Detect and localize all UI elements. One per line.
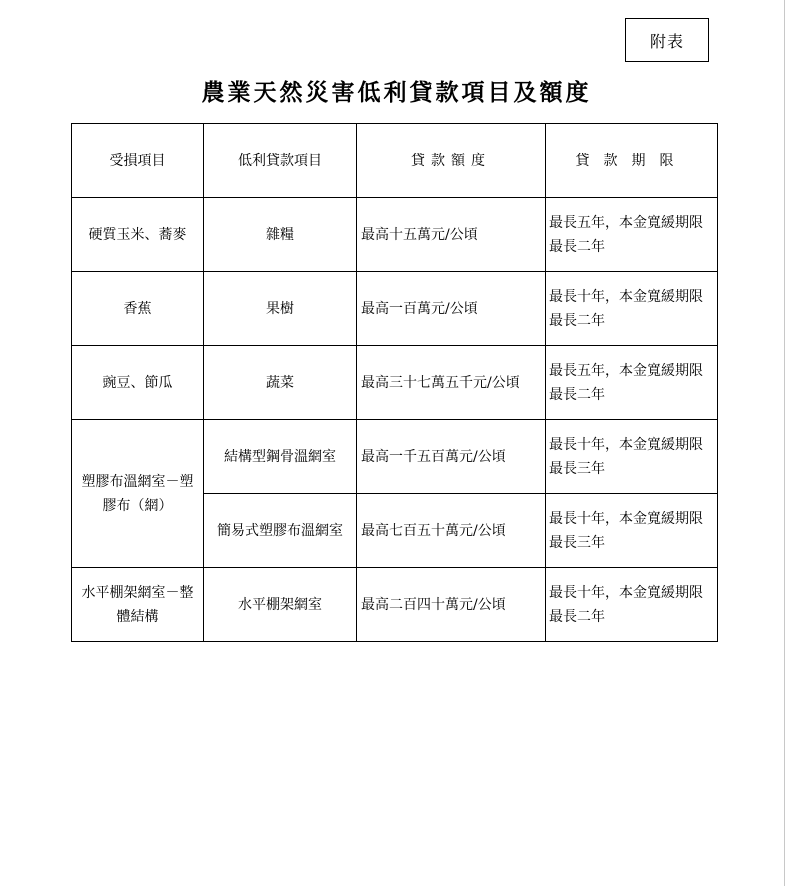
cell-loan-item: 水平棚架網室 <box>204 568 357 642</box>
cell-loan-amount: 最高一千五百萬元/公頃 <box>357 420 546 494</box>
cell-damaged-item: 水平棚架網室－整體結構 <box>72 568 204 642</box>
cell-damaged-item: 香蕉 <box>72 272 204 346</box>
header-damaged-item: 受損項目 <box>72 124 204 198</box>
cell-damaged-item: 硬質玉米、蕎麥 <box>72 198 204 272</box>
annex-label: 附表 <box>625 18 709 62</box>
cell-loan-amount: 最高七百五十萬元/公頃 <box>357 494 546 568</box>
loan-table <box>71 123 718 642</box>
cell-damaged-item: 塑膠布溫網室－塑膠布（網） <box>72 420 204 568</box>
page-edge-line <box>784 0 785 886</box>
cell-loan-term: 最長十年，本金寬緩期限最長二年 <box>546 568 718 642</box>
table-row <box>72 346 718 420</box>
table-header-row <box>72 124 718 198</box>
cell-loan-amount: 最高三十七萬五千元/公頃 <box>357 346 546 420</box>
cell-loan-item: 結構型鋼骨溫網室 <box>204 420 357 494</box>
cell-loan-item: 雜糧 <box>204 198 357 272</box>
header-loan-amount: 貸款額度 <box>357 124 546 198</box>
cell-loan-item: 果樹 <box>204 272 357 346</box>
cell-damaged-item: 豌豆、節瓜 <box>72 346 204 420</box>
table-row <box>72 272 718 346</box>
cell-loan-term: 最長五年，本金寬緩期限最長二年 <box>546 346 718 420</box>
cell-loan-amount: 最高二百四十萬元/公頃 <box>357 568 546 642</box>
cell-loan-term: 最長五年，本金寬緩期限最長二年 <box>546 198 718 272</box>
header-loan-term: 貸款期限 <box>546 124 718 198</box>
cell-loan-item: 蔬菜 <box>204 346 357 420</box>
cell-loan-term: 最長十年，本金寬緩期限最長二年 <box>546 272 718 346</box>
table-row <box>72 420 718 494</box>
cell-loan-item: 簡易式塑膠布溫網室 <box>204 494 357 568</box>
table-row <box>72 198 718 272</box>
cell-loan-term: 最長十年，本金寬緩期限最長三年 <box>546 420 718 494</box>
header-loan-item: 低利貸款項目 <box>204 124 357 198</box>
cell-loan-amount: 最高十五萬元/公頃 <box>357 198 546 272</box>
document-title: 農業天然災害低利貸款項目及額度 <box>201 79 592 106</box>
cell-loan-amount: 最高一百萬元/公頃 <box>357 272 546 346</box>
table-row <box>72 568 718 642</box>
cell-loan-term: 最長十年，本金寬緩期限最長三年 <box>546 494 718 568</box>
